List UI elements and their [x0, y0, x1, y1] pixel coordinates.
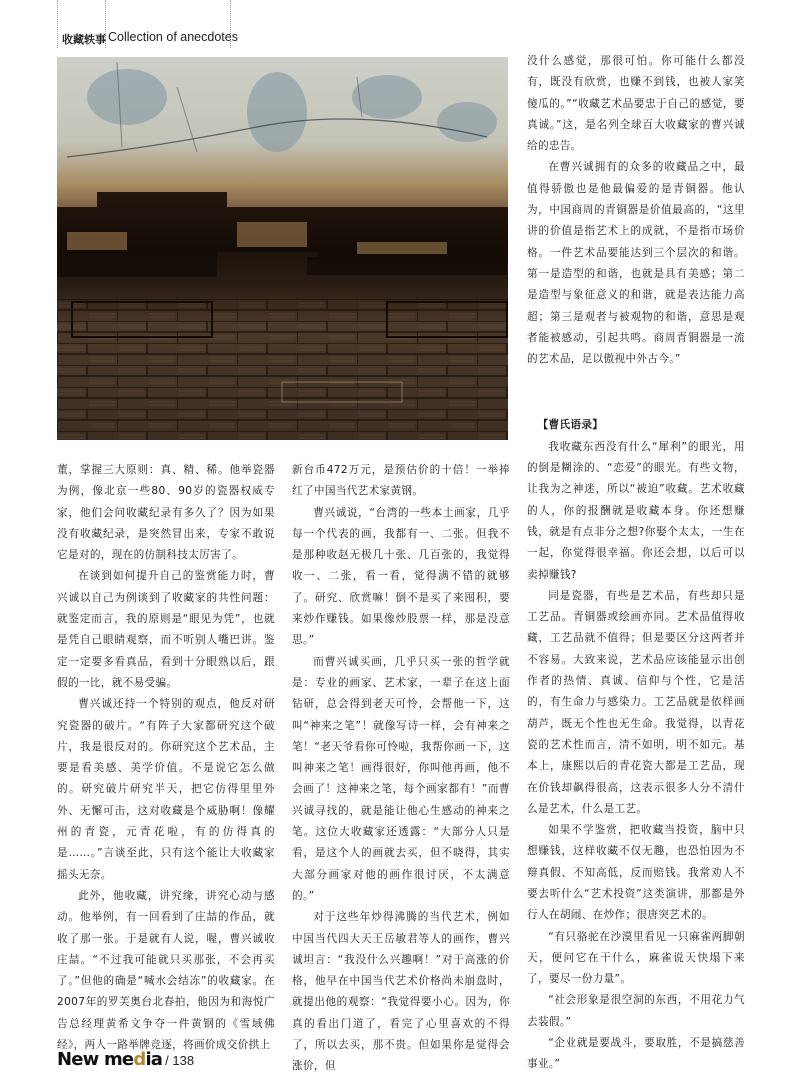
paragraph: 而曹兴诚买画，几乎只买一张的哲学就是：专业的画家、艺术家，一辈子在这上面钻研，总会得到老天可怜，会帮他一下，这叫“神来之笔”！就像写诗一样，会有神来之笔！“老天爷看你可怜啦，我帮你画一下，这叫神来之笔！画得很好，你叫他再画，他不会画了！这神来之笔，每个画家都有！”而曹兴诚寻找的，就是能让他心生感动的神来之笔。这位大收藏家还透露：“大部分人只是看，是这个人的画就去买，但不晓得，其实大部分画家对他的画作很讨厌，不太满意的。” — [292, 655, 510, 902]
article-column-left — [57, 460, 275, 1056]
quote-paragraph: 如果不学鉴赏，把收藏当投资，脑中只想赚钱，这样收藏不仅无趣，也恐怕因为不辩真假、不知高低，反而赔钱。我常劝人不要去听什么“艺术投资”这类演讲，那都是外行人在胡闹、在炒作；很唐突艺术的。 — [527, 824, 745, 922]
section-label-en: Collection of anecdotes — [108, 30, 238, 44]
header-divider — [57, 0, 58, 48]
quote-paragraph: “企业就是要战斗，要取胜，不是搞慈善事业。” — [527, 1037, 745, 1071]
paragraph: 对于这些年炒得沸腾的当代艺术，例如中国当代四大天王岳敏君等人的画作，曹兴诚坦言：“我没什么兴趣啊！”对于高涨的价格，他早在中国当代艺术价格尚未崩盘时，就提出他的观察：“我觉得要小心。因为，你真的看出门道了，看完了心里喜欢的不得了，所以去买，那不贵。但如果你是觉得会涨价，但 — [292, 911, 510, 1073]
article-column-right — [527, 51, 745, 1076]
paragraph: 董，掌握三大原则：真、精、稀。他举瓷器为例，像北京一些80、90岁的瓷器权威专家，他们会问收藏纪录有多久了？因为如果没有收藏纪录，是突然冒出来，专家不敢说它是对的，现在的仿制科技太厉害了。 — [57, 464, 275, 562]
quote-paragraph: “有只骆驼在沙漠里看见一只麻雀两脚朝天，便问它在干什么，麻雀说天快塌下来了，要尽一份力量”。 — [527, 930, 745, 986]
quote-paragraph: “社会形象是很空洞的东西，不用花力气去装假。” — [527, 994, 745, 1028]
page-number: / 138 — [165, 1053, 195, 1068]
paragraph: 新台币472万元，是预估价的十倍！一举捧红了中国当代艺术家黄钢。 — [292, 464, 510, 498]
section-label-zh: 收藏轶事 — [62, 33, 106, 46]
paragraph: 曹兴诚还持一个特别的观点，他反对研究瓷器的破片。“有阵子大家都研究这个破片，我是很反对的。你研究这个艺术品，主要是看美感、美学价值。不是说它怎么做的。研究破片研究半天，把它仿得里里外外、无懈可击，这对收藏是个威胁啊！像耀州的青瓷，元青花啦，有的仿得真的是……。”言谈至此，只有这个能让大收藏家摇头无奈。 — [57, 698, 275, 881]
quote-paragraph: 我收藏东西没有什么“犀利”的眼光，用的倒是糊涂的、“恋爱”的眼光。有些文物，让我为之神迷，所以“被迫”收藏。艺术收藏的人，你的报酬就是收藏本身。你还想赚钱，就是有点非分之想?你娶个太太，一生在一起，你觉得很幸福。你还会想，以后可以卖掉赚钱? — [527, 440, 745, 581]
quote-paragraph: 同是瓷器，有些是艺术品，有些却只是工艺品。青铜器或绘画亦同。艺术品值得收藏，工艺品就不值得；但是要区分这两者并不容易。大致来说，艺术品应该能显示出创作者的热情、真诚、信仰与个性，它是活的，有生命力与感染力。工艺品就是依样画葫芦，既无个性也无生命。我觉得，以青花瓷的艺术性而言，清不如明，明不如元。基本上，康熙以后的青花瓷大都是工艺品，现在价钱却飙得很高，这表示很多人分不清什么是艺术，什么是工艺。 — [527, 589, 745, 815]
paragraph: 此外，他收藏，讲究缘，讲究心动与感动。他举例，有一回看到了庄喆的作品，就收了那一张。于是就有人说，喔，曹兴诚收庄喆。“不过我可能就只买那张，不会再买了。”但他的确是“喊水会结冻”的收藏家。在2007年的罗芙奥台北春拍，他因为和海悦广告总经理黄希文争夺一件黄钢的《雪域佛经》，两人一路举牌竞逐，将画价成交价拱上 — [57, 889, 275, 1052]
page-footer — [57, 1049, 194, 1070]
abstract-painting-image — [57, 57, 508, 440]
logo-text: ia — [145, 1049, 163, 1070]
logo-accent-letter: d — [133, 1049, 146, 1070]
logo-text: New me — [57, 1049, 134, 1070]
paragraph: 曹兴诚说，“台湾的一些本土画家，几乎每一个代表的画，我都有一、二张。但我不是那种收赵无极几十张、几百张的，我觉得收一、二张，看一看，觉得满不错的就够了。研究、欣赏嘛！倒不是买了来囤积，要来炒作赚钱。如果像炒股票一样，那是没意思。” — [292, 506, 510, 647]
paragraph: 在曹兴诚拥有的众多的收藏品之中，最值得骄傲也是他最偏爱的是青铜器。他认为，中国商周的青铜器是价值最高的，“这里讲的价值是指艺术上的成就，不是指市场价格。一件艺术品要能达到三个层次的和谐。第一是造型的和谐，也就是具有美感；第二是造型与象征意义的和谐，就是表达能力高超；第三是观者与被观物的和谐，意思是观者能被感动，引起共鸣。商周青铜器是一流的艺术品，足以傲视中外古今。” — [527, 161, 745, 366]
quotes-subheading: 【曹氏语录】 — [537, 419, 604, 432]
paragraph: 没什么感觉，那很可怕。你可能什么都没有，既没有欣赏，也赚不到钱，也被人家笑傻瓜的。”“收藏艺术品要忠于自己的感觉，要真诚。”这，是名列全球百大收藏家的曹兴诚给的忠告。 — [527, 55, 745, 153]
magazine-logo — [57, 1049, 162, 1070]
paragraph: 在谈到如何提升自己的鉴赏能力时，曹兴诚以自己为例谈到了收藏家的共性问题：就鉴定而言，我的原则是“眼见为凭”，也就是凭自己眼睛观察，而不听别人嘴巴讲。鉴定一定要多看真品，看到十分眼熟以后，跟假的一比，就不易受骗。 — [57, 570, 275, 689]
article-column-middle — [292, 460, 510, 1078]
